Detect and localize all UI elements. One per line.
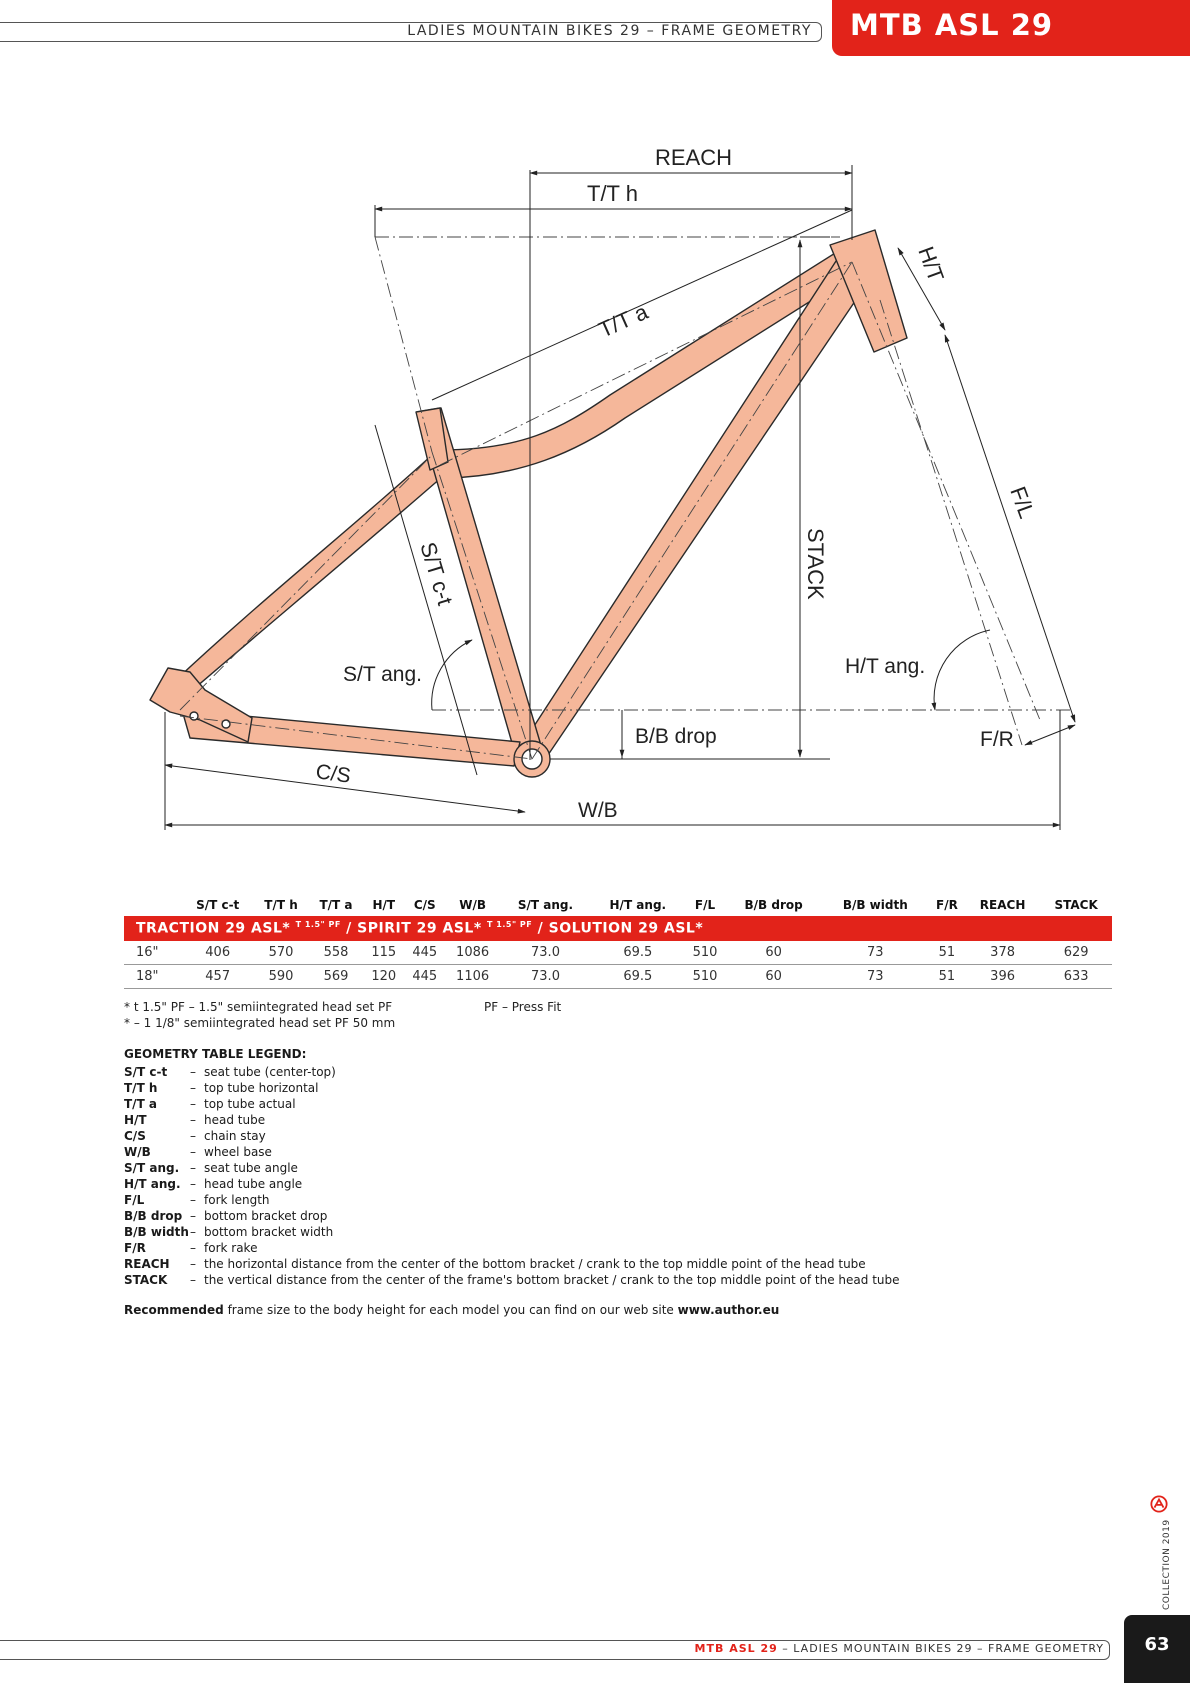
model-names-row [124, 916, 1112, 941]
legend-term: C/S [124, 1129, 146, 1143]
legend-dash: – [190, 1065, 196, 1079]
table-cell: 51 [929, 964, 965, 988]
table-cell: 115 [363, 941, 404, 965]
col-tt-h: T/T h [264, 898, 298, 912]
legend-term: REACH [124, 1257, 170, 1271]
legend-dash: – [190, 1161, 196, 1175]
model-spirit-sup: T 1.5" PF [487, 920, 533, 929]
legend-dash: – [190, 1097, 196, 1111]
label-st-ct: S/T c-t [415, 539, 458, 609]
legend-item [124, 1192, 900, 1208]
col-ht: H/T [372, 898, 396, 912]
legend-desc: bottom bracket drop [204, 1209, 328, 1223]
label-bb-drop: B/B drop [635, 725, 717, 748]
col-fl: F/L [694, 898, 716, 912]
legend-desc: bottom bracket width [204, 1225, 334, 1239]
label-stack: STACK [803, 528, 828, 600]
table-cell: 51 [929, 941, 965, 965]
legend-term: T/T h [124, 1081, 158, 1095]
legend-dash: – [190, 1257, 196, 1271]
row-size: 16" [124, 941, 182, 965]
legend-item [124, 1208, 900, 1224]
header-tab-title: MTB ASL 29 [850, 8, 1054, 42]
table-cell: 406 [182, 941, 253, 965]
legend-dash: – [190, 1193, 196, 1207]
label-wb: W/B [578, 799, 618, 822]
recommend-text: frame size to the body height for each model you can find on our web site [223, 1303, 678, 1317]
label-ht-ang: H/T ang. [845, 655, 926, 678]
col-st-ang: S/T ang. [517, 898, 574, 912]
col-cs: C/S [413, 898, 436, 912]
table-cell: 510 [685, 941, 726, 965]
legend-item [124, 1064, 900, 1080]
table-cell: 73 [822, 964, 929, 988]
legend-dash: – [190, 1273, 196, 1287]
table-cell: 569 [309, 964, 364, 988]
frame-tubes [150, 230, 907, 777]
legend-desc: the vertical distance from the center of the frame's bottom bracket / crank to the top middle point of the head tube [204, 1273, 900, 1287]
label-fl: F/L [1005, 483, 1040, 522]
down-tube [525, 258, 868, 755]
frame-geometry-diagram [0, 130, 1190, 850]
footnote-headset-50: * – 1 1/8" semiintegrated head set PF 50 mm [124, 1016, 396, 1030]
col-ht-ang: H/T ang. [609, 898, 667, 912]
legend-item [124, 1256, 900, 1272]
table-row [124, 964, 1112, 988]
legend-dash: – [190, 1113, 196, 1127]
legend-term: W/B [124, 1145, 151, 1159]
legend-term: F/L [124, 1193, 145, 1207]
geometry-table [124, 895, 1112, 989]
legend-item [124, 1272, 900, 1288]
legend-desc: head tube [204, 1113, 266, 1127]
table-cell: 1106 [445, 964, 500, 988]
table-cell: 445 [404, 964, 445, 988]
label-reach: REACH [655, 145, 733, 170]
table-cell: 73 [822, 941, 929, 965]
legend-desc: the horizontal distance from the center of the bottom bracket / crank to the top middle point of the head tube [204, 1257, 866, 1271]
legend-desc: top tube actual [204, 1097, 296, 1111]
col-wb: W/B [459, 898, 486, 912]
footnote-press-fit: PF – Press Fit [484, 1000, 562, 1014]
label-tt-a: T/T a [594, 299, 652, 343]
legend-desc: top tube horizontal [204, 1081, 319, 1095]
label-fr: F/R [980, 728, 1014, 751]
table-cell: 558 [309, 941, 364, 965]
legend-term: H/T ang. [124, 1177, 181, 1191]
legend-desc: fork rake [204, 1241, 258, 1255]
legend-item [124, 1080, 900, 1096]
footer-section: – LADIES MOUNTAIN BIKES 29 – FRAME GEOMETRY [777, 1642, 1104, 1655]
table-cell: 633 [1040, 964, 1112, 988]
legend-dash: – [190, 1081, 196, 1095]
table-cell: 73.0 [500, 964, 591, 988]
table-cell: 590 [253, 964, 308, 988]
recommend-lead: Recommended [124, 1303, 224, 1317]
footer-brand: MTB ASL 29 [694, 1642, 778, 1655]
legend-item [124, 1144, 900, 1160]
footnote-headset-pf: * t 1.5" PF – 1.5" semiintegrated head set PF [124, 1000, 393, 1014]
table-cell: 69.5 [591, 964, 684, 988]
label-cs: C/S [314, 760, 353, 788]
legend-term: H/T [124, 1113, 147, 1127]
model-separator: / [537, 920, 549, 937]
col-bb-width: B/B width [842, 898, 908, 912]
legend-dash: – [190, 1225, 196, 1239]
legend-dash: – [190, 1129, 196, 1143]
label-st-ang: S/T ang. [343, 663, 422, 686]
legend-term: F/R [124, 1241, 146, 1255]
label-ht: H/T [913, 243, 949, 286]
legend-desc: wheel base [204, 1145, 272, 1159]
legend-term: S/T ang. [124, 1161, 180, 1175]
legend-desc: seat tube (center-top) [204, 1065, 336, 1079]
model-solution: SOLUTION 29 ASL* [548, 920, 704, 937]
legend-term: STACK [124, 1273, 168, 1287]
legend-desc: chain stay [204, 1129, 266, 1143]
model-separator: / [346, 920, 358, 937]
table-cell: 457 [182, 964, 253, 988]
page-number: 63 [1144, 1634, 1170, 1655]
table-cell: 445 [404, 941, 445, 965]
col-fr: F/R [936, 898, 958, 912]
collection-label: COLLECTION 2019 [1162, 1519, 1172, 1610]
model-spirit: SPIRIT 29 ASL* [357, 920, 482, 937]
recommendation-note [124, 1303, 779, 1317]
table-cell: 69.5 [591, 941, 684, 965]
table-cell: 73.0 [500, 941, 591, 965]
legend-desc: head tube angle [204, 1177, 303, 1191]
legend-term: B/B drop [124, 1209, 183, 1223]
author-logo-icon [1150, 1495, 1168, 1513]
table-cell: 396 [965, 964, 1040, 988]
col-reach: REACH [979, 898, 1026, 912]
legend-item [124, 1096, 900, 1112]
model-traction: TRACTION 29 ASL* [136, 920, 291, 937]
legend-item [124, 1176, 900, 1192]
legend-term: T/T a [124, 1097, 158, 1111]
table-cell: 60 [726, 964, 822, 988]
col-stack: STACK [1054, 898, 1098, 912]
legend-item [124, 1224, 900, 1240]
legend-desc: fork length [204, 1193, 270, 1207]
label-tt-h: T/T h [587, 181, 638, 206]
legend-title: GEOMETRY TABLE LEGEND: [124, 1047, 307, 1061]
table-header-row [124, 895, 1112, 916]
legend-item [124, 1240, 900, 1256]
model-traction-sup: T 1.5" PF [295, 920, 341, 929]
table-cell: 60 [726, 941, 822, 965]
website-link[interactable]: www.author.eu [677, 1303, 780, 1317]
legend-dash: – [190, 1241, 196, 1255]
col-st-ct: S/T c-t [196, 898, 240, 912]
table-cell: 1086 [445, 941, 500, 965]
header-section-title: LADIES MOUNTAIN BIKES 29 – FRAME GEOMETRY [407, 23, 812, 39]
col-tt-a: T/T a [319, 898, 353, 912]
legend-dash: – [190, 1145, 196, 1159]
legend-term: B/B width [124, 1225, 189, 1239]
legend-item [124, 1160, 900, 1176]
legend-dash: – [190, 1209, 196, 1223]
legend-item [124, 1128, 900, 1144]
table-cell: 120 [363, 964, 404, 988]
legend-item [124, 1112, 900, 1128]
legend-dash: – [190, 1177, 196, 1191]
table-cell: 378 [965, 941, 1040, 965]
col-bb-drop: B/B drop [744, 898, 803, 912]
legend-desc: seat tube angle [204, 1161, 298, 1175]
table-cell: 510 [685, 964, 726, 988]
table-cell: 570 [253, 941, 308, 965]
table-row [124, 941, 1112, 965]
table-cell: 629 [1040, 941, 1112, 965]
legend-list [124, 1064, 900, 1288]
footer-title [695, 1642, 1104, 1655]
row-size: 18" [124, 964, 182, 988]
legend-term: S/T c-t [124, 1065, 168, 1079]
